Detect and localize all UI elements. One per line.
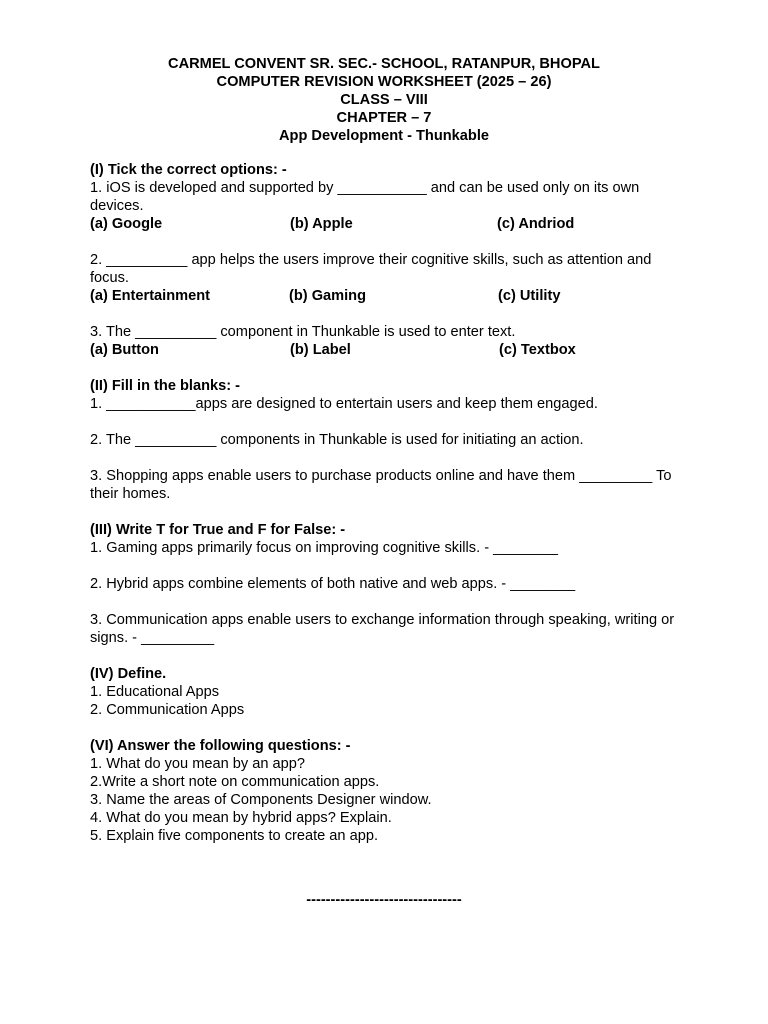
option-b: (b) Apple xyxy=(290,216,353,232)
section-1-question-1: 1. iOS is developed and supported by ___________ and can be used only on its own devices. xyxy=(90,180,640,214)
school-name: CARMEL CONVENT SR. SEC.- SCHOOL, RATANPUR, BHOPAL xyxy=(168,56,600,72)
section-1-heading: (I) Tick the correct options: - xyxy=(90,162,287,178)
section-1-question-2-options xyxy=(90,287,690,305)
question-item: 5. Explain five components to create an app. xyxy=(90,828,378,844)
question-item: 4. What do you mean by hybrid apps? Explain. xyxy=(90,810,392,826)
question-item: 2.Write a short note on communication apps. xyxy=(90,774,380,790)
option-a: (a) Button xyxy=(90,342,159,358)
section-1-question-2: 2. __________ app helps the users improve their cognitive skills, such as attention and focus. xyxy=(90,252,652,286)
question-item: 1. What do you mean by an app? xyxy=(90,756,305,772)
section-1-question-3: 3. The __________ component in Thunkable is used to enter text. xyxy=(90,324,516,340)
section-2-question-1: 1. ___________apps are designed to entertain users and keep them engaged. xyxy=(90,396,598,412)
define-item: 2. Communication Apps xyxy=(90,702,245,718)
worksheet-title: COMPUTER REVISION WORKSHEET (2025 – 26) xyxy=(216,74,552,90)
question-item: 3. Name the areas of Components Designer window. xyxy=(90,792,432,808)
worksheet-header xyxy=(0,55,768,145)
chapter-label: CHAPTER – 7 xyxy=(336,110,432,126)
section-5-heading: (VI) Answer the following questions: - xyxy=(90,738,351,754)
option-c: (c) Andriod xyxy=(497,216,575,232)
option-c: (c) Utility xyxy=(498,288,561,304)
section-1-question-1-options xyxy=(90,215,690,233)
end-divider: -------------------------------- xyxy=(306,892,462,908)
option-c: (c) Textbox xyxy=(499,342,576,358)
option-a: (a) Entertainment xyxy=(90,288,211,304)
section-3-heading: (III) Write T for True and F for False: - xyxy=(90,522,346,538)
option-b: (b) Label xyxy=(290,342,351,358)
topic-title: App Development - Thunkable xyxy=(278,128,489,144)
section-1-question-3-options xyxy=(90,341,690,359)
worksheet-body xyxy=(90,161,690,845)
section-3-question-1: 1. Gaming apps primarily focus on improving cognitive skills. - ________ xyxy=(90,540,559,556)
section-3-question-3: 3. Communication apps enable users to exchange information through speaking, writing or signs. - _________ xyxy=(90,612,675,646)
section-3-question-2: 2. Hybrid apps combine elements of both native and web apps. - ________ xyxy=(90,576,576,592)
section-2-question-2: 2. The __________ components in Thunkable is used for initiating an action. xyxy=(90,432,584,448)
option-b: (b) Gaming xyxy=(289,288,367,304)
section-4-heading: (IV) Define. xyxy=(90,666,167,682)
section-2-question-3: 3. Shopping apps enable users to purchase products online and have them _________ To their homes. xyxy=(90,468,672,502)
define-item: 1. Educational Apps xyxy=(90,684,220,700)
option-a: (a) Google xyxy=(90,216,163,232)
section-2-heading: (II) Fill in the blanks: - xyxy=(90,378,240,394)
class-label: CLASS – VIII xyxy=(340,92,428,108)
